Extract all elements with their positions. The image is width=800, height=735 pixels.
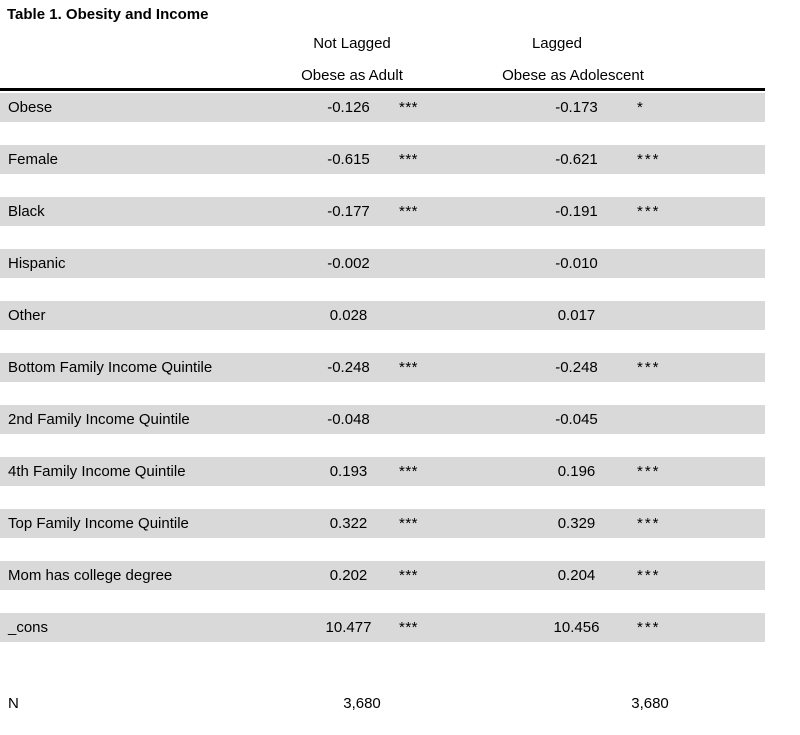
row-label: Hispanic	[8, 255, 66, 272]
not-lagged-stars: ***	[399, 567, 419, 584]
model-header-not-lagged: Not Lagged	[313, 35, 391, 52]
not-lagged-value: 0.202	[329, 567, 368, 584]
lagged-value: -0.010	[555, 255, 598, 272]
not-lagged-value: -0.126	[327, 99, 370, 116]
lagged-value: -0.621	[555, 151, 598, 168]
lagged-value: -0.248	[555, 359, 598, 376]
not-lagged-stars: ***	[399, 515, 419, 532]
table-row	[0, 405, 765, 434]
not-lagged-stars: ***	[399, 203, 419, 220]
lagged-stars: ***	[637, 151, 661, 168]
not-lagged-value: 0.193	[329, 463, 368, 480]
not-lagged-value: 0.028	[329, 307, 368, 324]
not-lagged-value: -0.615	[327, 151, 370, 168]
lagged-value: 0.196	[557, 463, 596, 480]
lagged-value: 0.204	[557, 567, 596, 584]
table-row	[0, 249, 765, 278]
lagged-value: -0.045	[555, 411, 598, 428]
table-row	[0, 613, 765, 642]
model-header-lagged: Lagged	[531, 35, 583, 52]
table-row	[0, 353, 765, 382]
table-title: Table 1. Obesity and Income	[7, 6, 209, 23]
lagged-stars: ***	[637, 463, 661, 480]
row-label: Black	[8, 203, 45, 220]
lagged-stars: ***	[637, 515, 661, 532]
column-header-obese-as-adolescent: Obese as Adolescent	[502, 67, 644, 84]
not-lagged-stars: ***	[399, 619, 419, 636]
row-label: Top Family Income Quintile	[8, 515, 189, 532]
lagged-stars: ***	[637, 619, 661, 636]
table-row	[0, 457, 765, 486]
sample-size-row	[0, 695, 765, 715]
row-label: Mom has college degree	[8, 567, 173, 584]
column-header-obese-as-adult: Obese as Adult	[301, 67, 403, 84]
table-body	[0, 93, 765, 665]
lagged-stars: ***	[637, 203, 661, 220]
not-lagged-stars: ***	[399, 99, 419, 116]
table-row	[0, 197, 765, 226]
not-lagged-value: -0.177	[327, 203, 370, 220]
not-lagged-stars: ***	[399, 359, 419, 376]
not-lagged-value: 0.322	[329, 515, 368, 532]
not-lagged-sample-size: 3,680	[343, 695, 381, 712]
not-lagged-stars: ***	[399, 151, 419, 168]
table-row	[0, 93, 765, 122]
lagged-stars: ***	[637, 567, 661, 584]
lagged-value: -0.173	[555, 99, 598, 116]
not-lagged-value: -0.048	[327, 411, 370, 428]
not-lagged-value: -0.002	[327, 255, 370, 272]
header-rule	[0, 88, 765, 91]
row-label: 4th Family Income Quintile	[8, 463, 186, 480]
lagged-stars: ***	[637, 359, 661, 376]
lagged-value: -0.191	[555, 203, 598, 220]
not-lagged-value: -0.248	[327, 359, 370, 376]
row-label: Bottom Family Income Quintile	[8, 359, 213, 376]
lagged-value: 0.017	[557, 307, 596, 324]
lagged-value: 10.456	[553, 619, 600, 636]
table-row	[0, 301, 765, 330]
table-row	[0, 509, 765, 538]
lagged-value: 0.329	[557, 515, 596, 532]
table-row	[0, 561, 765, 590]
row-label: _cons	[8, 619, 49, 636]
not-lagged-value: 10.477	[325, 619, 372, 636]
sample-size-label: N	[8, 695, 19, 712]
table-row	[0, 145, 765, 174]
lagged-stars: *	[637, 99, 645, 116]
row-label: Obese	[8, 99, 53, 116]
row-label: 2nd Family Income Quintile	[8, 411, 190, 428]
not-lagged-stars: ***	[399, 463, 419, 480]
row-label: Female	[8, 151, 59, 168]
row-label: Other	[8, 307, 46, 324]
lagged-sample-size: 3,680	[631, 695, 669, 712]
